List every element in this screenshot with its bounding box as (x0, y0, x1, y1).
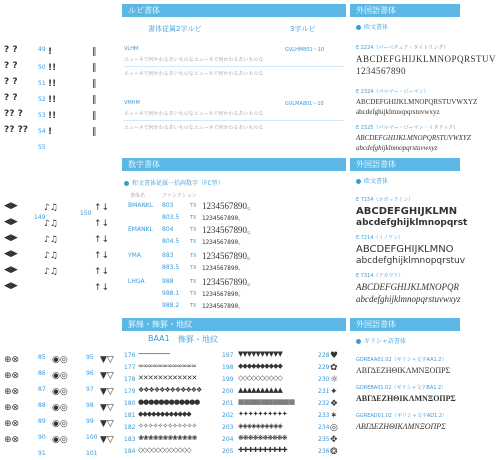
number-85: 85 (38, 354, 46, 361)
number-204: 204 (222, 436, 234, 443)
numeric-fn-2: TX (190, 215, 197, 221)
number-232: 232 (318, 400, 330, 407)
ornament-line-10: ▼▼▼▼▼▼▼▼▼▼ (238, 350, 282, 358)
number-230: 230 (318, 376, 330, 383)
latin-sample-5a: ABCDEFGHIJKLMNO (356, 244, 454, 255)
numeric-col-face: 書体名 (130, 193, 146, 199)
ornament-line-15: ✦✦✦✦✦✦✦✦✦✦ (238, 410, 287, 418)
greek-sample-1: ΑΒΓΔΕΖΗΘΙΚΛΜΝΞΟΠΡΣ (356, 366, 451, 375)
ruby-sample-1: エューネで何かわるあいものなエューネで何かわるあいものな (124, 57, 264, 63)
symbol-panel-top (0, 0, 118, 150)
numeric-code-7: 988 (162, 278, 174, 285)
number-233: 233 (318, 412, 330, 419)
numeric-code-6: 883.5 (162, 264, 180, 271)
numeric-sample-1: 1234567890。 (202, 201, 257, 211)
number-184: 184 (124, 448, 136, 455)
number-150: 150 (80, 210, 92, 217)
numeric-face-3: EMANKL (128, 226, 153, 233)
greek-code-3 (356, 412, 447, 419)
numeric-fn-5: TX (190, 253, 197, 259)
latin-sample-1a: ABCDEFGHIJKLMNOPQRSTUV (356, 54, 496, 64)
latin5-name: （イノワン） (373, 235, 404, 241)
numeric-code-9: 988.2 (162, 302, 180, 309)
numeric-fn-8: TX (190, 291, 197, 297)
latin-code-1 (356, 44, 448, 51)
latin-sample-6b: abcdefghijklmnopqrstuvwxyz (356, 294, 461, 304)
ornament-line-6: ◆◆◆◆◆◆◆◆◆◆◆◆ (138, 410, 191, 418)
numeric-subtitle-text: 和文書体従属一括両数字（FC型） (132, 180, 224, 187)
greek3-name: （ギリシャ文字AD1.2） (391, 413, 448, 419)
latin-code-5 (356, 234, 403, 241)
question-mark-glyphs: ? ? ? ? ? ? ? ? ?? ? ?? ?? (4, 45, 29, 135)
number-231: 231 (318, 388, 330, 395)
ornament-line-8: ❀❀❀❀❀❀❀❀❀❀❀❀ (138, 434, 197, 442)
greek2-code: GDREBA01.02 (356, 385, 392, 391)
number-55: 55 (38, 144, 46, 151)
latin-label-2 (356, 176, 388, 185)
latin-code-4 (356, 196, 413, 203)
numeric-sample-3: 1234567890。 (202, 225, 257, 235)
number-95: 95 (86, 354, 94, 361)
number-205: 205 (222, 448, 234, 455)
ruby-code-3: VMHM (124, 100, 140, 106)
greek-sample-2: ΑΒΓΔΕΖΗΘΙΚΛΜΝΞΟΠΡΣ (356, 394, 456, 403)
ruby-code-4: GVLMA801〜10 (285, 101, 324, 107)
numeric-fn-9: TX (190, 303, 197, 309)
latin4-name: （ホボックイン） (373, 197, 414, 203)
greek-code-2 (356, 384, 446, 391)
latin-code-2 (356, 88, 429, 95)
numeric-code-2: 803.5 (162, 214, 180, 221)
number-53: 53 (38, 112, 46, 119)
number-54: 54 (38, 128, 46, 135)
numeric-code-1: 803 (162, 202, 174, 209)
numeric-code-5: 883 (162, 252, 174, 259)
number-89: 89 (38, 418, 46, 425)
bullet-icon (356, 25, 361, 30)
ornament-line-4: ❖❖❖❖❖❖❖❖❖❖❖❖ (138, 386, 202, 394)
latin4-code: E 7154 (356, 197, 374, 203)
kasen-baa1: BAA1 (148, 334, 170, 343)
foreign-header-1 (350, 4, 460, 17)
numeric-face-5: YMA (128, 252, 141, 259)
arrow-glyphs: ◀▶ ◀▶ ◀▶ ◀▶ ◀▶ ◀▶ (4, 201, 18, 291)
number-199: 199 (222, 376, 234, 383)
latin1-code: E 2224 (356, 45, 374, 51)
number-179: 179 (124, 388, 136, 395)
latin-sample-3a: ABCDEFGHIJKLMNOPQRSTUVWXYZ (356, 134, 471, 142)
numeric-fn-6: TX (190, 265, 197, 271)
ruby-sample-3: エューネで何かわるあいものなエューネで何かわるあいものな (124, 111, 264, 117)
number-201: 201 (222, 400, 234, 407)
number-50: 50 (38, 64, 46, 71)
latin-sample-2a: ABCDEFGHIJKLMNOPQRSTUVWXYZ (356, 98, 478, 106)
number-182: 182 (124, 424, 136, 431)
latin-sample-4a: ABCDEFGHIJKLMN (356, 206, 458, 217)
bar-glyphs: ‖ ‖ ‖ ‖ ‖ ‖ (92, 47, 97, 137)
number-96: 96 (86, 370, 94, 377)
number-87: 87 (38, 386, 46, 393)
latin-label-2-text: 欧文書体 (364, 178, 389, 185)
bullet-icon (124, 181, 129, 186)
number-90: 90 (38, 434, 46, 441)
kasen-section-header (122, 318, 346, 331)
number-99: 99 (86, 418, 94, 425)
ornament-line-12: ◇◇◇◇◇◇◇◇◇◇ (238, 374, 282, 382)
ruby-divider-2 (124, 120, 344, 121)
ruby-code-2: GVLHM801〜10 (285, 47, 325, 53)
number-49: 49 (38, 46, 46, 53)
kasen-header-text: 罫線・飾罫・地紋 (128, 320, 192, 329)
number-97: 97 (86, 386, 94, 393)
numeric-subtitle (124, 178, 224, 187)
number-235: 235 (318, 436, 330, 443)
foreign-header-2 (350, 158, 460, 171)
latin-sample-6a: ABCDEFGHIJKLMNOPQR (356, 282, 459, 292)
number-91: 91 (38, 450, 46, 457)
number-86: 86 (38, 370, 46, 377)
triangle-glyphs: ▼▽ ▼▽ ▼▽ ▼▽ ▼▽ ▼▽ (100, 355, 114, 445)
circle-glyphs-a: ⊕⊗ ⊕⊗ ⊕⊗ ⊕⊗ ⊕⊗ ⊕⊗ (4, 355, 20, 445)
ruby-subtitle: 書体従属2字ルビ (148, 25, 202, 33)
ornament-line-11: ◆◆◆◆◆◆◆◆◆◆ (238, 362, 282, 370)
latin2-name: （パルマー・ローマン） (373, 89, 429, 95)
ornament-line-1: ·-·-·-·-·-·-·-·-·-·-·-· (138, 350, 170, 358)
number-200: 200 (222, 388, 234, 395)
numeric-sample-4: 1234567890。 (202, 239, 245, 246)
latin3-name: （パルマー・ローマン・イタリック） (373, 125, 459, 131)
latin5-code: E 7214 (356, 235, 374, 241)
numeric-sample-6: 1234567890。 (202, 265, 245, 272)
greek2-name: （ギリシャ文字BA1.2） (391, 385, 447, 391)
greek-code-1 (356, 356, 447, 363)
greek-label (356, 336, 406, 345)
latin-label-1-text: 欧文書体 (364, 24, 389, 31)
ornament-line-7: ✧✧✧✧✧✧✧✧✧✧✧✧ (138, 422, 197, 430)
greek-label-text: ギリシャ語書体 (364, 338, 406, 345)
number-52: 52 (38, 96, 46, 103)
ruby-three-label: 3字ルビ (290, 25, 316, 33)
number-177: 177 (124, 364, 136, 371)
number-100: 100 (86, 434, 98, 441)
numeric-fn-4: TX (190, 239, 197, 245)
number-149: 149 (34, 214, 46, 221)
latin-code-3 (356, 124, 458, 131)
numeric-fn-7: TX (190, 279, 197, 285)
numeric-code-3: 804 (162, 226, 174, 233)
foreign-header-2-text: 外国語書体 (356, 160, 396, 169)
number-181: 181 (124, 412, 136, 419)
number-198: 198 (222, 364, 234, 371)
number-236: 236 (318, 448, 330, 455)
ruby-code-1: VLHM (124, 46, 139, 52)
number-228: 228 (318, 352, 330, 359)
numeric-sample-8: 1234567890。 (202, 291, 245, 298)
ornament-line-3: ✕✕✕✕✕✕✕✕✕✕✕✕ (138, 374, 197, 382)
ruby-filler-2: エューネで何かわるあいものなエューネで何かわるあいものな (124, 125, 264, 131)
ornament-line-13: ▲▲▲▲▲▲▲▲▲▲ (238, 386, 282, 394)
bullet-icon (356, 179, 361, 184)
number-176: 176 (124, 352, 136, 359)
latin-sample-1b: 1234567890 (356, 66, 406, 76)
numeric-sample-7: 1234567890。 (202, 277, 257, 287)
number-234: 234 (318, 424, 330, 431)
ornament-line-17: ❋❋❋❋❋❋❋❋❋❋ (238, 434, 287, 442)
latin-sample-2b: abcdefghijklmnopqrstuvwxyz (356, 108, 440, 116)
number-88: 88 (38, 402, 46, 409)
foreign-header-3 (350, 318, 460, 331)
pointer-glyphs: ↑↓ ↑↓ ↑↓ ↑↓ ↑↓ ↑↓ (94, 203, 110, 293)
number-203: 203 (222, 424, 234, 431)
latin-sample-4b: abcdefghijklmnopqrst (356, 218, 468, 228)
number-197: 197 (222, 352, 234, 359)
latin-sample-5b: abcdefghijklmnopqrstuv (356, 256, 466, 266)
numeric-face-1: BMANKL (128, 202, 154, 209)
ornament-line-2: ∞∞∞∞∞∞∞∞∞∞∞∞ (138, 362, 196, 370)
number-51: 51 (38, 80, 46, 87)
ruby-divider-1 (124, 66, 344, 67)
latin2-code: E 2324 (356, 89, 374, 95)
foreign-header-3-text: 外国語書体 (356, 320, 396, 329)
latin6-code: E 7314 (356, 273, 374, 279)
ruby-filler-1: エューネで何かわるあいものなエューネで何かわるあいものな (124, 71, 264, 77)
bullet-icon (356, 339, 361, 344)
numeric-fn-1: TX (190, 203, 197, 209)
number-101: 101 (86, 450, 98, 457)
ornament-line-18: ✚✚✚✚✚✚✚✚✚✚ (238, 446, 287, 454)
ornament-line-9: ◇◇◇◇◇◇◇◇◇◇◇◇ (138, 446, 191, 454)
greek3-code: GGREAD01.02 (356, 413, 392, 419)
latin3-code: E 2325 (356, 125, 374, 131)
number-98: 98 (86, 402, 94, 409)
numeric-section-header (122, 158, 346, 171)
numeric-sample-2: 1234567890。 (202, 215, 245, 222)
ruby-header-text: ルビ書体 (128, 6, 160, 15)
numeric-face-7: LHGA (128, 278, 145, 285)
heart-symbol-glyphs: ♥ ✿ ☼ ✦ ❖ ✶ ◎ ✥ ❂ (330, 351, 339, 457)
greek-sample-3: ΑΒΓΔΕΖΗΘΙΚΛΜΝΞΟΠΡΣ (356, 422, 446, 431)
numeric-sample-9: 1234567890。 (202, 303, 245, 310)
latin-code-6 (356, 272, 403, 279)
foreign-header-1-text: 外国語書体 (356, 6, 396, 15)
ornament-line-14: ▦▦▦▦▦▦▦▦▦▦ (238, 398, 295, 406)
numeric-code-4: 804.5 (162, 238, 180, 245)
numeric-fn-3: TX (190, 227, 197, 233)
number-180: 180 (124, 400, 136, 407)
circle-glyphs-b: ◉◎ ◉◎ ◉◎ ◉◎ ◉◎ ◉◎ (52, 355, 68, 445)
latin1-name: （パーペチュア・タイトリング） (373, 45, 449, 51)
latin-sample-3b: abcdefghijklmnopqrstuvwxyz (356, 144, 438, 152)
numeric-code-8: 988.1 (162, 290, 180, 297)
ornament-line-5: ●●●●●●●●●●●● (138, 398, 200, 406)
ruby-section-header (122, 4, 346, 17)
latin-label-1 (356, 22, 388, 31)
ornament-line-16: ◈◈◈◈◈◈◈◈◈◈ (238, 422, 282, 430)
latin6-name: （アカウリ） (373, 273, 404, 279)
numeric-sample-5: 1234567890。 (202, 251, 257, 261)
greek1-name: （ギリシャ文字AA1.2） (391, 357, 447, 363)
numeric-col-code: ファンクション (162, 193, 197, 199)
number-183: 183 (124, 436, 136, 443)
numeric-header-text: 数字書体 (128, 160, 160, 169)
number-229: 229 (318, 364, 330, 371)
kasen-baa1-label: 飾罫・地紋 (178, 335, 218, 344)
exclamation-glyphs: ! !! !! !! !! ! (48, 47, 57, 137)
number-202: 202 (222, 412, 234, 419)
greek1-code: GDREAA01.02 (356, 357, 392, 363)
number-178: 178 (124, 376, 136, 383)
music-glyphs: ♪♫ ♪♫ ♪♫ ♪♫ ♪♫ (44, 203, 58, 277)
